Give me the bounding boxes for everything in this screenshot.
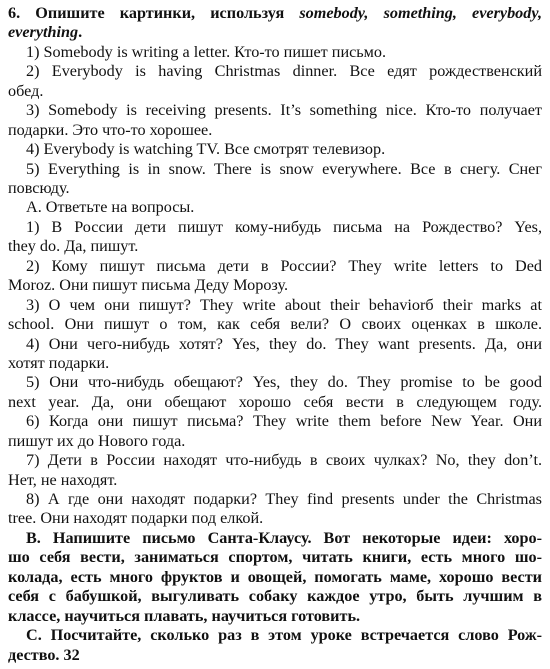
text-line: they do. Да, пишут. (8, 237, 139, 256)
exercise-6-heading-line1 (8, 4, 542, 23)
text-line: 3) О чем они пишут? They write about their behaviorб their marks at (26, 295, 542, 314)
section-c-line: дество. 32 (8, 645, 80, 664)
exercise-6-heading-line2 (8, 23, 542, 42)
heading-italic-word: everything (8, 23, 79, 42)
text-line: 2) Everybody is having Christmas dinner. Все едят рождественский (26, 62, 542, 81)
section-b-line: классе, научиться плавать, научиться готовить. (8, 606, 361, 625)
heading-bold-text: 6. Опишите картинки, используя (8, 4, 300, 22)
section-b-line: себя с бабушкой, выгуливать собаку каждое утро, быть лучшим в (8, 587, 542, 606)
text-line: 4) Everybody is watching TV. Все смотрят телевизор. (26, 140, 386, 159)
section-b-line: шо себя вести, заниматься спортом, читать книги, есть много шо- (8, 548, 542, 567)
section-a-heading: А. Ответьте на вопросы. (26, 198, 195, 217)
section-c-line: С. Посчитайте, сколько раз в этом уроке встречается слово Рож- (26, 626, 542, 645)
text-line: 1) В России дети пишут кому-нибудь письма на Рождество? Yes, (26, 217, 542, 236)
text-line: обед. (8, 81, 44, 100)
text-line: Нет, не находят. (8, 470, 118, 489)
text-line: подарки. Это что-то хорошее. (8, 120, 213, 139)
text-line: 4) Они чего-нибудь хотят? Yes, they do. They want presents. Да, они (26, 334, 542, 353)
text-line: хотят подарки. (8, 353, 110, 372)
text-line: 3) Somebody is receiving presents. It’s something nice. Кто-то получает (26, 101, 542, 120)
text-line: tree. Они находят подарки под елкой. (8, 509, 264, 528)
text-line: 1) Somebody is writing a letter. Кто-то пишет письмо. (26, 42, 387, 61)
text-line: 6) Когда они пишут письма? They write them before New Year. Они (26, 412, 542, 431)
text-line: next year. Да, они обещают хорошо себя вести в следующем году. (8, 392, 542, 411)
text-line: Moroz. Они пишут письма Деду Морозу. (8, 276, 289, 295)
heading-italic-words: somebody, something, everybody, (299, 4, 542, 22)
section-b-line: В. Напишите письмо Санта-Клаусу. Вот некоторые идеи: хоро- (26, 528, 542, 547)
text-line: 5) Они что-нибудь обещают? Yes, they do. They promise to be good (26, 373, 542, 392)
text-line: повсюду. (8, 178, 70, 197)
text-line: 2) Кому пишут письма дети в России? They write letters to Ded (26, 256, 542, 275)
text-line: 7) Дети в России находят что-нибудь в своих чулках? No, they don’t. (26, 451, 542, 470)
section-b-line: колада, есть много фруктов и овощей, помогать маме, хорошо вести (8, 567, 542, 586)
heading-period: . (78, 23, 83, 42)
text-line: пишут их до Нового года. (8, 431, 186, 450)
text-line: 5) Everything is in snow. There is snow everywhere. Все в снегу. Снег (26, 159, 542, 178)
text-line: school. Они пишут о том, как себя вели? О своих оценках в школе. (8, 315, 542, 334)
text-line: 8) А где они находят подарки? They find presents under the Christmas (26, 490, 542, 509)
